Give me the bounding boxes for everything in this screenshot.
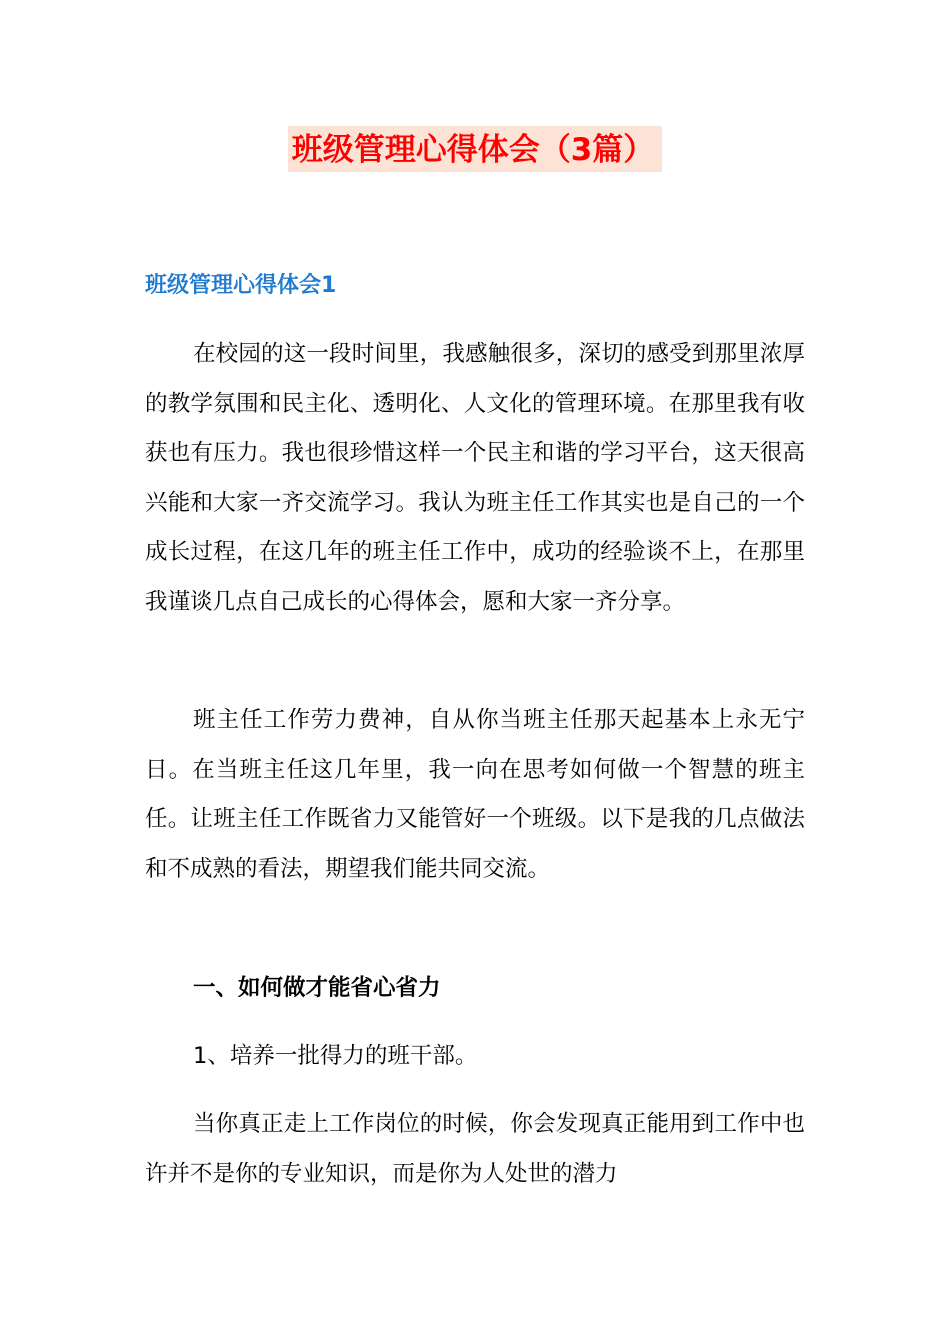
title-container: [0, 126, 950, 172]
paragraph-1: 在校园的这一段时间里，我感触很多，深切的感受到那里浓厚的教学氛围和民主化、透明化、人文化的管理环境。在那里我有收获也有压力。我也很珍惜这样一个民主和谐的学习平台，这天很高兴能和大家一齐交流学习。我认为班主任工作其实也是自己的一个成长过程，在这几年的班主任工作中，成功的经验谈不上，在那里我谨谈几点自己成长的心得体会，愿和大家一齐分享。: [145, 341, 805, 615]
paragraph-3: 当你真正走上工作岗位的时候，你会发现真正能用到工作中也许并不是你的专业知识，而是你为人处世的潜力: [145, 1111, 805, 1187]
subheading: 一、如何做才能省心省力: [193, 975, 441, 1001]
document-title: 班级管理心得体会（3篇）: [288, 126, 663, 172]
list-item: 1、培养一批得力的班干部。: [193, 1043, 478, 1069]
section-heading: 班级管理心得体会1: [145, 273, 337, 298]
paragraph-2: 班主任工作劳力费神，自从你当班主任那天起基本上永无宁日。在当班主任这几年里，我一向在思考如何做一个智慧的班主任。让班主任工作既省力又能管好一个班级。以下是我的几点做法和不成熟的看法，期望我们能共同交流。: [145, 707, 805, 882]
